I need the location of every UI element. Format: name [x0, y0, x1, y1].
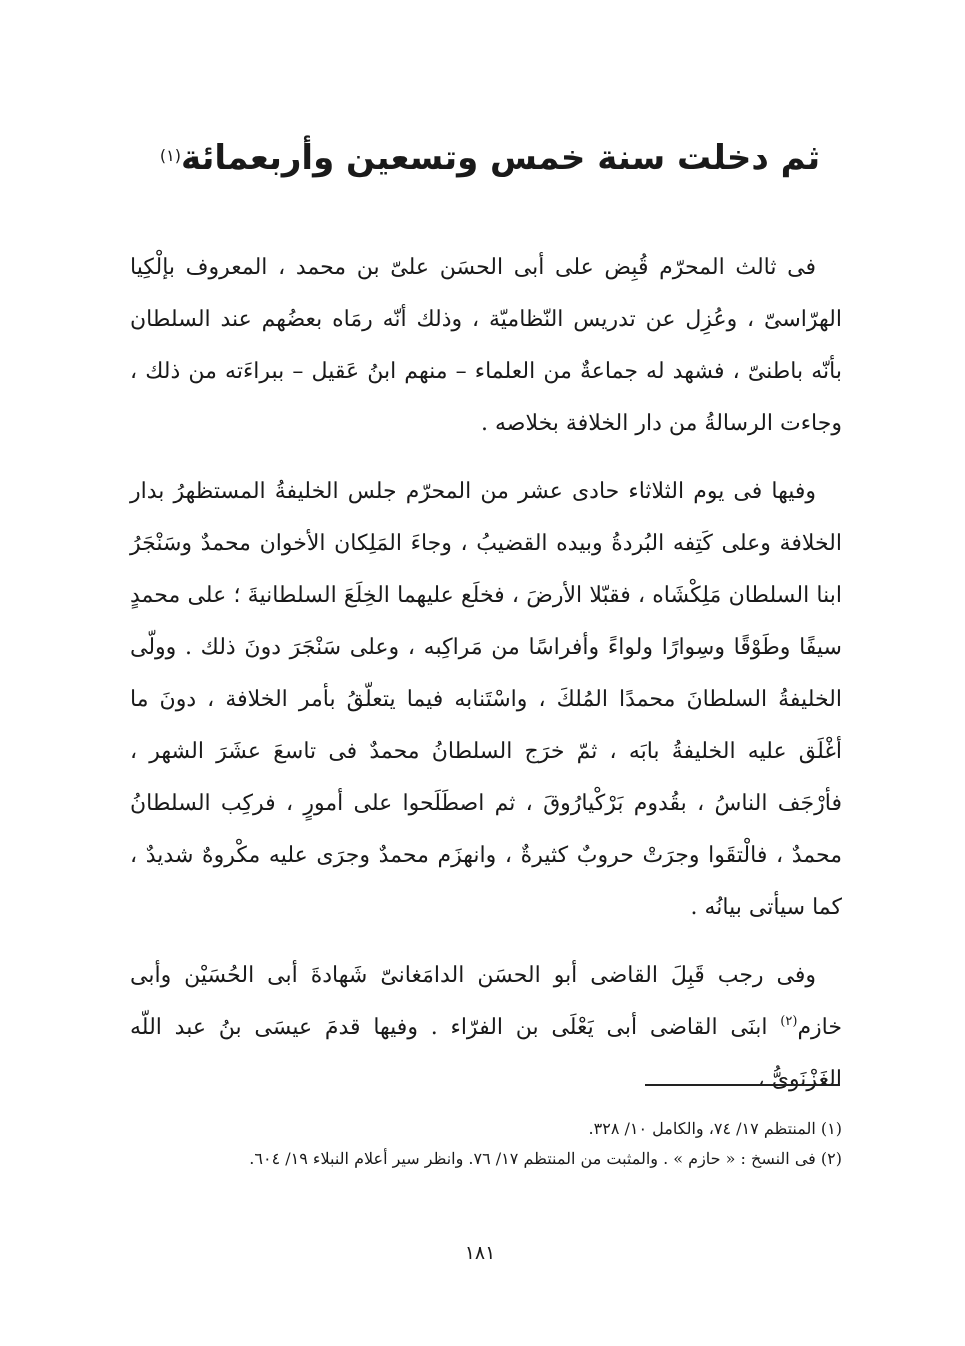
main-text — [130, 242, 842, 1122]
heading-footnote-ref: (١) — [159, 146, 181, 165]
paragraph-3-text-start: وفى رجب قَبِلَ القاضى أبو الحسَن الدامَغانىّ شَهادةَ أبى الحُسَيْن وأبى خازم — [130, 963, 842, 1040]
chapter-title: ثم دخلت سنة خمس وتسعين وأربعمائة — [180, 138, 821, 178]
paragraph-footnote-ref: (٢) — [780, 1014, 798, 1029]
paragraph-2: وفيها فى يوم الثلاثاء حادى عشر من المحرّم جلس الخليفةُ المستظهرُ بدار الخلافة وعلى كَتِفه البُردةُ وبيده القضيبُ ، وجاءَ المَلِكان الأخوان محمدٌ وسَنْجَرُ ابنا السلطان مَلِكْشَاه ، فقبّلا الأرضَ ، فخلَع عليهما الخِلَعَ السلطانيةَ ؛ على محمدٍ سيفًا وطَوْقًا وسِوارًا ولواءً وأفراسًا من مَراكِبه ، وعلى سَنْجَرَ دونَ ذلك . وولّى الخليفةُ السلطانَ محمدًا المُلكَ ، واسْتَنابه فيما يتعلّقُ بأمر الخلافة ، دونَ ما أغْلَق عليه الخليفةُ بابَه ، ثمّ خرَج السلطانُ محمدٌ فى تاسعَ عشَرَ الشهر ، فأرْجَف الناسُ ، بقُدوم بَرْكْيارُوقَ ، ثم اصطَلَحوا على أمورٍ ، فركِب السلطانُ محمدٌ ، فالْتقَوا وجرَتْ حروبٌ كثيرةٌ ، وانهزَم محمدٌ وجرَى عليه مكْروهٌ شديدٌ ، كما سيأتى بيانُه . — [130, 479, 842, 920]
footnote-separator — [645, 1084, 840, 1086]
footnote-1: (١) المنتظم ١٧/ ٧٤، والكامل ١٠/ ٣٢٨. — [588, 1119, 842, 1138]
paragraph-3-text-end: ابنَى القاضى أبى يَعْلَى بن الفرّاء . وفيها قدمَ عيسَى بنُ عبد اللّه الغَزْنَوىُّ ، — [130, 1015, 842, 1092]
paragraph-3 — [130, 950, 842, 1106]
footnote-2: (٢) فى النسخ : « حازم » . والمثبت من المنتظم ١٧/ ٧٦. وانظر سير أعلام النبلاء ١٩/ ٦٠٤. — [249, 1149, 842, 1168]
page-number: ١٨١ — [464, 1242, 496, 1264]
paragraph-1: فى ثالث المحرّم قُبِض على أبى الحسَن علىّ بن محمد ، المعروف بإلْكِيا الهرّاسىّ ، وعُزِل عن تدريس النّظاميّة ، وذلك أنّه رمَاه بعضُهم عند السلطان بأنّه باطنىّ ، فشهد له جماعةٌ من العلماء – منهم ابنُ عَقيل – ببراءَته من ذلك ، وجاءت الرسالةُ من دار الخلافة بخلاصه . — [130, 255, 842, 436]
footnotes — [130, 1114, 842, 1174]
chapter-heading — [130, 128, 850, 188]
